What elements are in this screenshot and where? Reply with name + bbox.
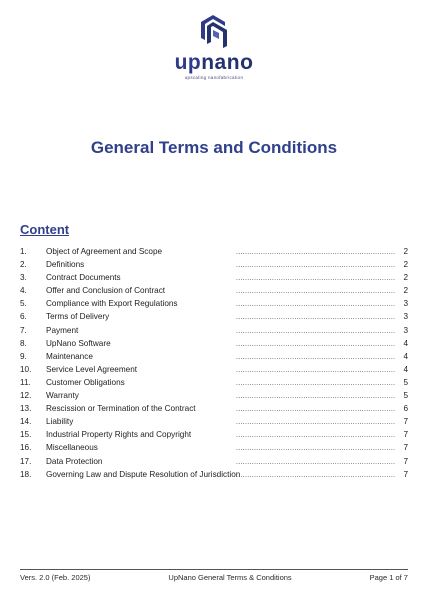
toc-entry-page: 7 [403,443,408,453]
toc-entry[interactable] [20,391,408,404]
toc-entry-number: 18. [20,469,32,479]
toc-entry[interactable] [20,417,408,430]
toc-entry-number: 16. [20,443,32,453]
logo-tagline: upscaling nanofabrication [184,75,244,80]
toc-entry-page: 2 [403,247,408,256]
toc-entry-number: 14. [20,417,32,427]
toc-entry-number: 13. [20,404,32,414]
toc-entry-label: Object of Agreement and Scope [46,247,163,256]
toc-entry[interactable] [20,247,408,260]
toc-entry[interactable] [20,286,408,299]
toc-entry-page: 7 [403,417,408,427]
toc-entry-number: 7. [20,325,27,335]
toc-entry[interactable] [20,365,408,378]
toc-entry-label: UpNano Software [46,338,111,348]
toc-dot-leader [236,459,396,466]
toc-dot-leader [236,328,396,335]
toc-entry[interactable] [20,378,408,391]
toc-entry-page: 7 [403,456,408,466]
toc-entry-page: 4 [403,338,408,348]
toc-dot-leader [236,472,396,479]
toc-entry-label: Miscellaneous [46,443,98,453]
toc-entry-number: 8. [20,338,27,348]
toc-entry-page: 2 [403,286,408,296]
footer-divider [20,569,408,570]
toc-entry-page: 3 [403,299,408,309]
toc-dot-leader [236,406,396,413]
toc-entry-page: 5 [403,391,408,401]
toc-entry-label: Offer and Conclusion of Contract [46,286,166,296]
toc-entry[interactable] [20,430,408,443]
toc-entry-page: 3 [403,325,408,335]
toc-entry[interactable] [20,312,408,325]
toc-entry-label: Rescission or Termination of the Contract [46,404,196,414]
toc-entry-number: 11. [20,377,31,387]
toc-entry-number: 1. [20,247,27,256]
toc-entry-label: Payment [46,325,79,335]
toc-entry-label: Compliance with Export Regulations [46,299,178,309]
toc-entry[interactable] [20,470,408,483]
toc-entry-label: Industrial Property Rights and Copyright [46,430,192,440]
toc-entry-number: 2. [20,260,27,270]
toc-entry[interactable] [20,404,408,417]
upnano-logo-mark-icon [197,12,231,50]
document-title: General Terms and Conditions [90,138,338,157]
toc-entry[interactable] [20,326,408,339]
toc-dot-leader [236,419,396,426]
toc-entry-label: Contract Documents [46,273,121,283]
toc-entry[interactable] [20,443,408,456]
toc-entry-page: 3 [403,312,408,322]
footer-title: UpNano General Terms & Conditions [168,573,292,582]
logo-wordmark: upnano [174,51,254,74]
company-logo [0,12,428,80]
toc-dot-leader [236,301,396,308]
toc-entry-number: 9. [20,351,27,361]
toc-dot-leader [236,367,396,374]
toc-entry-page: 4 [403,364,408,374]
toc-entry-number: 6. [20,312,27,322]
toc-dot-leader [236,288,396,295]
table-of-contents [20,247,408,483]
toc-entry-label: Terms of Delivery [46,312,110,322]
toc-entry-label: Data Protection [46,456,103,466]
toc-entry-page: 2 [403,273,408,283]
toc-entry-number: 15. [20,430,32,440]
toc-dot-leader [236,262,396,269]
toc-dot-leader [236,432,396,439]
toc-entry-page: 6 [403,404,408,414]
toc-entry-label: Customer Obligations [46,377,125,387]
toc-dot-leader [236,354,396,361]
toc-entry-page: 4 [403,351,408,361]
toc-dot-leader [236,341,396,348]
toc-entry-label: Warranty [46,391,79,401]
footer-page-number: Page 1 of 7 [369,573,408,582]
toc-entry-number: 3. [20,273,27,283]
toc-entry-page: 2 [403,260,408,270]
toc-dot-leader [236,380,396,387]
toc-entry-label: Maintenance [46,351,93,361]
toc-dot-leader [236,314,396,321]
footer-version: Vers. 2.0 (Feb. 2025) [20,573,91,582]
toc-dot-leader [236,249,396,256]
toc-entry[interactable] [20,339,408,352]
toc-entry[interactable] [20,273,408,286]
toc-entry-page: 7 [403,469,408,479]
toc-entry-label: Governing Law and Dispute Resolution of Jurisdiction [46,469,241,479]
toc-entry[interactable] [20,299,408,312]
toc-entry-label: Definitions [46,260,85,270]
toc-entry-page: 7 [403,430,408,440]
toc-entry-number: 4. [20,286,27,296]
toc-entry-number: 10. [20,364,32,374]
toc-entry-label: Liability [46,417,74,427]
toc-dot-leader [236,275,396,282]
toc-entry[interactable] [20,352,408,365]
toc-entry-number: 5. [20,299,27,309]
toc-entry-label: Service Level Agreement [46,364,138,374]
toc-dot-leader [236,393,396,400]
toc-entry[interactable] [20,260,408,273]
toc-entry-number: 17. [20,456,32,466]
toc-entry-number: 12. [20,391,32,401]
toc-entry[interactable] [20,457,408,470]
content-heading: Content [20,222,70,237]
toc-dot-leader [236,445,396,452]
page-footer [20,573,408,582]
toc-entry-page: 5 [403,377,408,387]
